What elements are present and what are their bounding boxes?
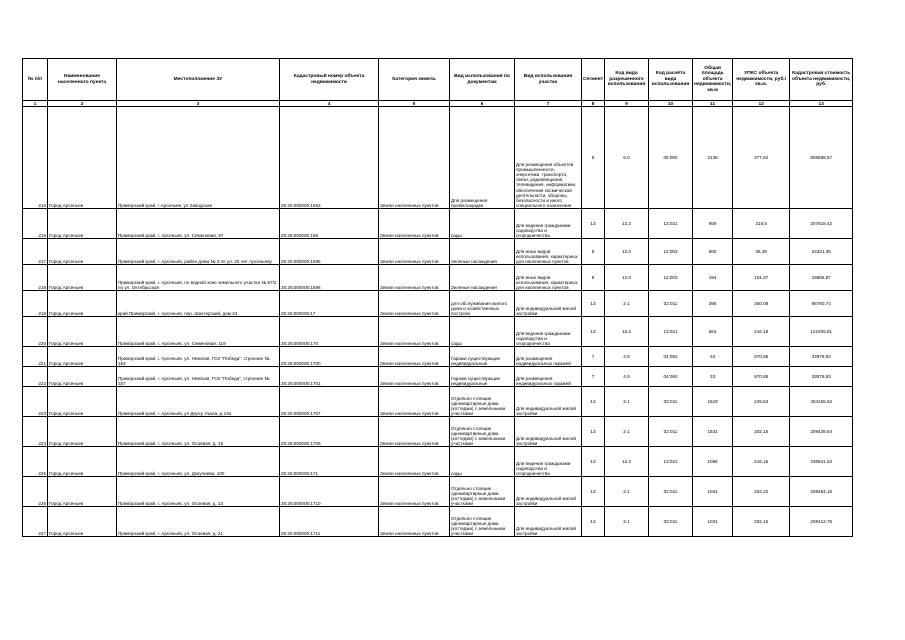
column-header: Код вида разрешенного использования — [604, 59, 648, 101]
segment-cell: 13 — [582, 447, 605, 477]
column-number: 6 — [450, 101, 515, 107]
use-calculation-code-cell: 12:003 — [648, 239, 692, 265]
column-number: 10 — [648, 101, 692, 107]
cadastral-number-cell: 25:26:000000:1695 — [280, 239, 379, 265]
total-area-cell: 564 — [692, 317, 732, 347]
use-by-documents-cell: сады — [450, 209, 515, 239]
use-by-documents-cell: Отдельно стоящие одноквартирные дома (коттеджи) с земельными участками — [450, 477, 515, 507]
total-area-cell: 33 — [692, 347, 732, 367]
permitted-use-code-cell: 6.0 — [604, 107, 648, 209]
cadastral-value-cell: 207618,42 — [790, 209, 853, 239]
permitted-use-code-cell: 2.1 — [604, 387, 648, 417]
specific-cadastral-value-cell: 216,15 — [733, 447, 790, 477]
segment-cell: 13 — [582, 417, 605, 447]
table-row — [23, 387, 853, 417]
specific-cadastral-value-cell: 377,62 — [733, 107, 790, 209]
cadastral-value-cell: 23331,35 — [790, 239, 853, 265]
use-by-documents-cell: Отдельно стоящие одноквартирные дома (коттеджи) с земельными участками — [450, 507, 515, 537]
cadastral-number-cell: 25:26:000000:1683 — [280, 107, 379, 209]
use-calculation-code-cell: 02:011 — [648, 507, 692, 537]
total-area-cell: 1031 — [692, 507, 732, 537]
segment-cell: 7 — [582, 367, 605, 387]
land-location-cell: Приморский край, г. Арсеньев, ул. Семеновая, 119 — [117, 317, 280, 347]
settlement-name-cell: Город Арсеньев — [48, 447, 117, 477]
specific-cadastral-value-cell: 202,15 — [733, 507, 790, 537]
column-header: Вид использования по документам — [450, 59, 515, 101]
row-number-cell: 223 — [23, 387, 48, 417]
cadastral-number-cell: 25:26:000000:1710 — [280, 477, 379, 507]
land-category-cell: Земли населенных пунктов — [379, 447, 450, 477]
table-row — [23, 291, 853, 317]
use-calculation-code-cell: 13:021 — [648, 209, 692, 239]
cadastral-number-cell: 25:26:000000:1696 — [280, 265, 379, 291]
land-location-cell: Приморский край, г. Арсеньев, ул Дерсу Узала, д 13а — [117, 387, 280, 417]
land-category-cell: Земли населенных пунктов — [379, 291, 450, 317]
row-number-cell: 224 — [23, 417, 48, 447]
actual-use-cell: Для размещения объектов промышленности, энергетики, транспорта, связи, радиовещания, телевидения, информатики, обеспечения космической деятельности, обороны, безопасности и иного специального назначения — [515, 107, 582, 209]
specific-cadastral-value-cell: 970,86 — [733, 367, 790, 387]
permitted-use-code-cell: 2.1 — [604, 507, 648, 537]
cadastral-value-cell: 121925,91 — [790, 317, 853, 347]
specific-cadastral-value-cell: 35,35 — [733, 239, 790, 265]
column-number: 12 — [733, 101, 790, 107]
column-header: Кадастровая стоимость объекта недвижимости, руб. — [790, 59, 853, 101]
land-category-cell: Земли населенных пунктов — [379, 417, 450, 447]
permitted-use-code-cell: 2.1 — [604, 477, 648, 507]
column-header: Код расчёта вида использования — [648, 59, 692, 101]
use-by-documents-cell: для обслуживания жилого дома и хозяйственных построек — [450, 291, 515, 317]
table-body — [23, 107, 853, 537]
row-number-cell: 217 — [23, 239, 48, 265]
table-row — [23, 239, 853, 265]
column-header: Местоположение ЗУ — [117, 59, 280, 101]
segment-cell: 13 — [582, 209, 605, 239]
settlement-name-cell: Город Арсеньев — [48, 347, 117, 367]
cadastral-value-cell: 33879,93 — [790, 367, 853, 387]
actual-use-cell: Для иных видов использования, характерных для населенных пунктов — [515, 239, 582, 265]
cadastral-number-cell: 25:26:000000:169 — [280, 209, 379, 239]
use-by-documents-cell: сады — [450, 317, 515, 347]
column-header: Вид использования участка — [515, 59, 582, 101]
actual-use-cell: Для индивидуальной жилой застройки — [515, 387, 582, 417]
table-row — [23, 447, 853, 477]
segment-cell: 13 — [582, 387, 605, 417]
segment-cell: 6 — [582, 107, 605, 209]
actual-use-cell: Для иных видов использования, характерных для населенных пунктов — [515, 265, 582, 291]
specific-cadastral-value-cell: 970,86 — [733, 347, 790, 367]
column-header: Сегмент — [582, 59, 605, 101]
row-number-cell: 219 — [23, 291, 48, 317]
cadastral-value-cell: 404156,62 — [790, 387, 853, 417]
settlement-name-cell: Город Арсеньев — [48, 367, 117, 387]
specific-cadastral-value-cell: 216,5 — [733, 209, 790, 239]
cadastral-value-cell: 33879,93 — [790, 347, 853, 367]
row-number-cell: 222 — [23, 367, 48, 387]
use-calculation-code-cell: 13:021 — [648, 447, 692, 477]
total-area-cell: 33 — [692, 367, 732, 387]
total-area-cell: 660 — [692, 239, 732, 265]
settlement-name-cell: Город Арсеньев — [48, 209, 117, 239]
column-header: Общая площадь объекта недвижимости, кв.м — [692, 59, 732, 101]
actual-use-cell: Для индивидуальной жилой застройки — [515, 507, 582, 537]
column-number: 11 — [692, 101, 732, 107]
table-row — [23, 417, 853, 447]
permitted-use-code-cell: 2.1 — [604, 417, 648, 447]
use-by-documents-cell: Гаражи существующие индивидуальные — [450, 347, 515, 367]
actual-use-cell: Для индивидуальной жилой застройки — [515, 477, 582, 507]
land-location-cell: Приморский край, г. Арсеньев, ул. Осоевая, д. 19 — [117, 417, 280, 447]
column-number: 7 — [515, 101, 582, 107]
use-by-documents-cell: Зеленые насаждения — [450, 265, 515, 291]
actual-use-cell: Для размещения индивидуальных гаражей — [515, 367, 582, 387]
use-by-documents-cell: Для размещения промплощадки — [450, 107, 515, 209]
land-location-cell: Приморский край, г. Арсеньев, район дома № 3 по ул. 25 лет Арсеньеву — [117, 239, 280, 265]
table-row — [23, 107, 853, 209]
use-by-documents-cell: Отдельно стоящие одноквартирные дома (коттеджи) с земельными участками — [450, 417, 515, 447]
row-number-cell: 220 — [23, 317, 48, 347]
row-number-cell: 218 — [23, 265, 48, 291]
table-row — [23, 265, 853, 291]
land-location-cell: Приморский край, г. Арсеньев, ул. Осоевая, д. 21 — [117, 507, 280, 537]
land-location-cell: Приморский край, г. Арсеньев, ул. Невская, ГСК "Победа", строение № 154 — [117, 347, 280, 367]
actual-use-cell: Для размещения индивидуальных гаражей — [515, 347, 582, 367]
total-area-cell: 1031 — [692, 477, 732, 507]
land-category-cell: Земли населенных пунктов — [379, 367, 450, 387]
column-number: 1 — [23, 101, 48, 107]
column-number: 13 — [790, 101, 853, 107]
cadastral-number-cell: 25:26:000000:1701 — [280, 367, 379, 387]
row-number-cell: 216 — [23, 209, 48, 239]
row-number-cell: 227 — [23, 507, 48, 537]
table-row — [23, 507, 853, 537]
total-area-cell: 959 — [692, 209, 732, 239]
permitted-use-code-cell: 13.2 — [604, 317, 648, 347]
specific-cadastral-value-cell: 249,63 — [733, 387, 790, 417]
cadastral-number-cell: 25:26:000000:170 — [280, 317, 379, 347]
use-calculation-code-cell: 06:000 — [648, 107, 692, 209]
segment-cell: 13 — [582, 507, 605, 537]
settlement-name-cell: Город Арсеньев — [48, 239, 117, 265]
settlement-name-cell: Город Арсеньев — [48, 507, 117, 537]
row-number-cell: 225 — [23, 447, 48, 477]
cadastral-value-cell: 208484,15 — [790, 477, 853, 507]
header-row — [23, 59, 853, 101]
land-location-cell: Приморский край, г. Арсеньев, по водной зоне земельного участка № 87/2 по ул. Октябрьская — [117, 265, 280, 291]
permitted-use-code-cell: 4.9 — [604, 367, 648, 387]
cadastral-value-table — [22, 58, 853, 537]
use-by-documents-cell: Зеленые насаждения — [450, 239, 515, 265]
land-category-cell: Земли населенных пунктов — [379, 477, 450, 507]
actual-use-cell: Для индивидуальной жилой застройки — [515, 417, 582, 447]
use-calculation-code-cell: 02:011 — [648, 291, 692, 317]
use-calculation-code-cell: 12:003 — [648, 265, 692, 291]
column-number: 3 — [117, 101, 280, 107]
column-number: 9 — [604, 101, 648, 107]
column-header: Наименование населенного пункта — [48, 59, 117, 101]
use-by-documents-cell: Гаражи существующие индивидуальные — [450, 367, 515, 387]
land-category-cell: Земли населенных пунктов — [379, 387, 450, 417]
land-location-cell: Приморский край, г. Арсеньев, ул. Семеновая, 97 — [117, 209, 280, 239]
specific-cadastral-value-cell: 250,08 — [733, 291, 790, 317]
column-header: Кадастровый номер объекта недвижимости — [280, 59, 379, 101]
segment-cell: 13 — [582, 477, 605, 507]
land-location-cell: Приморский край, г. Арсеньев, ул. Докучаева, 100 — [117, 447, 280, 477]
column-number: 2 — [48, 101, 117, 107]
land-location-cell: Приморский край, г Арсеньев, ул Заводская — [117, 107, 280, 209]
land-category-cell: Земли населенных пунктов — [379, 265, 450, 291]
total-area-cell: 2136 — [692, 107, 732, 209]
cadastral-number-cell: 25:26:000000:17 — [280, 291, 379, 317]
column-number: 8 — [582, 101, 605, 107]
land-location-cell: Приморский край, г. Арсеньев, ул. Невская, ГСК "Победа", строение № 157 — [117, 367, 280, 387]
column-number: 5 — [379, 101, 450, 107]
table-row — [23, 477, 853, 507]
cadastral-value-cell: 208412,76 — [790, 507, 853, 537]
land-location-cell: край Приморский, г. Арсеньев, пер. Шахтерский, дом 24 — [117, 291, 280, 317]
segment-cell: 9 — [582, 239, 605, 265]
column-header: Категория земель — [379, 59, 450, 101]
cadastral-value-cell: 236941,54 — [790, 447, 853, 477]
total-area-cell: 1096 — [692, 447, 732, 477]
land-category-cell: Земли населенных пунктов — [379, 347, 450, 367]
specific-cadastral-value-cell: 202,15 — [733, 417, 790, 447]
cadastral-value-cell: 19665,87 — [790, 265, 853, 291]
cadastral-number-cell: 25:26:000000:171 — [280, 447, 379, 477]
row-number-cell: 226 — [23, 477, 48, 507]
total-area-cell: 194 — [692, 265, 732, 291]
segment-cell: 13 — [582, 317, 605, 347]
cadastral-number-cell: 25:26:000000:1711 — [280, 507, 379, 537]
specific-cadastral-value-cell: 101,37 — [733, 265, 790, 291]
cadastral-value-cell: 209439,64 — [790, 417, 853, 447]
column-header: УПКС объекта недвижимости, руб./кв.м. — [733, 59, 790, 101]
cadastral-number-cell: 25:26:000000:1700 — [280, 347, 379, 367]
use-calculation-code-cell: 04:092 — [648, 367, 692, 387]
column-number: 4 — [280, 101, 379, 107]
settlement-name-cell: Город Арсеньев — [48, 387, 117, 417]
table-row — [23, 367, 853, 387]
cadastral-value-cell: 98780,74 — [790, 291, 853, 317]
use-by-documents-cell: Отдельно стоящие одноквартирные дома (коттеджи) с земельными участками — [450, 387, 515, 417]
permitted-use-code-cell: 13.2 — [604, 447, 648, 477]
use-calculation-code-cell: 02:011 — [648, 387, 692, 417]
use-calculation-code-cell: 13:021 — [648, 317, 692, 347]
land-category-cell: Земли населенных пунктов — [379, 209, 450, 239]
actual-use-cell: Для ведения гражданами садоводства и огородничества — [515, 317, 582, 347]
permitted-use-code-cell: 12.0 — [604, 265, 648, 291]
permitted-use-code-cell: 13.2 — [604, 209, 648, 239]
specific-cadastral-value-cell: 216,18 — [733, 317, 790, 347]
total-area-cell: 395 — [692, 291, 732, 317]
total-area-cell: 1619 — [692, 387, 732, 417]
table-row — [23, 317, 853, 347]
settlement-name-cell: Город Арсеньев — [48, 107, 117, 209]
row-number-cell: 221 — [23, 347, 48, 367]
total-area-cell: 1531 — [692, 417, 732, 447]
specific-cadastral-value-cell: 202,22 — [733, 477, 790, 507]
table-row — [23, 347, 853, 367]
settlement-name-cell: Город Арсеньев — [48, 291, 117, 317]
use-calculation-code-cell: 04:092 — [648, 347, 692, 367]
settlement-name-cell: Город Арсеньев — [48, 265, 117, 291]
land-category-cell: Земли населенных пунктов — [379, 239, 450, 265]
use-calculation-code-cell: 02:011 — [648, 417, 692, 447]
land-location-cell: Приморский край, г. Арсеньев, ул. Осоевая, д. 13 — [117, 477, 280, 507]
use-by-documents-cell: сады — [450, 447, 515, 477]
permitted-use-code-cell: 12.0 — [604, 239, 648, 265]
settlement-name-cell: Город Арсеньев — [48, 477, 117, 507]
land-category-cell: Земли населенных пунктов — [379, 107, 450, 209]
row-number-cell: 215 — [23, 107, 48, 209]
actual-use-cell: Для ведения гражданами садоводства и огородничества — [515, 209, 582, 239]
settlement-name-cell: Город Арсеньев — [48, 417, 117, 447]
table-row — [23, 209, 853, 239]
cadastral-number-cell: 25:26:000000:1707 — [280, 387, 379, 417]
settlement-name-cell: Город Арсеньев — [48, 317, 117, 347]
use-calculation-code-cell: 02:011 — [648, 477, 692, 507]
column-header: № п/п — [23, 59, 48, 101]
permitted-use-code-cell: 4.9 — [604, 347, 648, 367]
land-category-cell: Земли населенных пунктов — [379, 317, 450, 347]
actual-use-cell: Для индивидуальной жилой застройки — [515, 291, 582, 317]
cadastral-value-cell: 806589,57 — [790, 107, 853, 209]
actual-use-cell: Для ведения гражданами садоводства и огородничества — [515, 447, 582, 477]
segment-cell: 9 — [582, 265, 605, 291]
land-category-cell: Земли населенных пунктов — [379, 507, 450, 537]
segment-cell: 13 — [582, 291, 605, 317]
cadastral-number-cell: 25:26:000000:1709 — [280, 417, 379, 447]
permitted-use-code-cell: 2.1 — [604, 291, 648, 317]
segment-cell: 7 — [582, 347, 605, 367]
